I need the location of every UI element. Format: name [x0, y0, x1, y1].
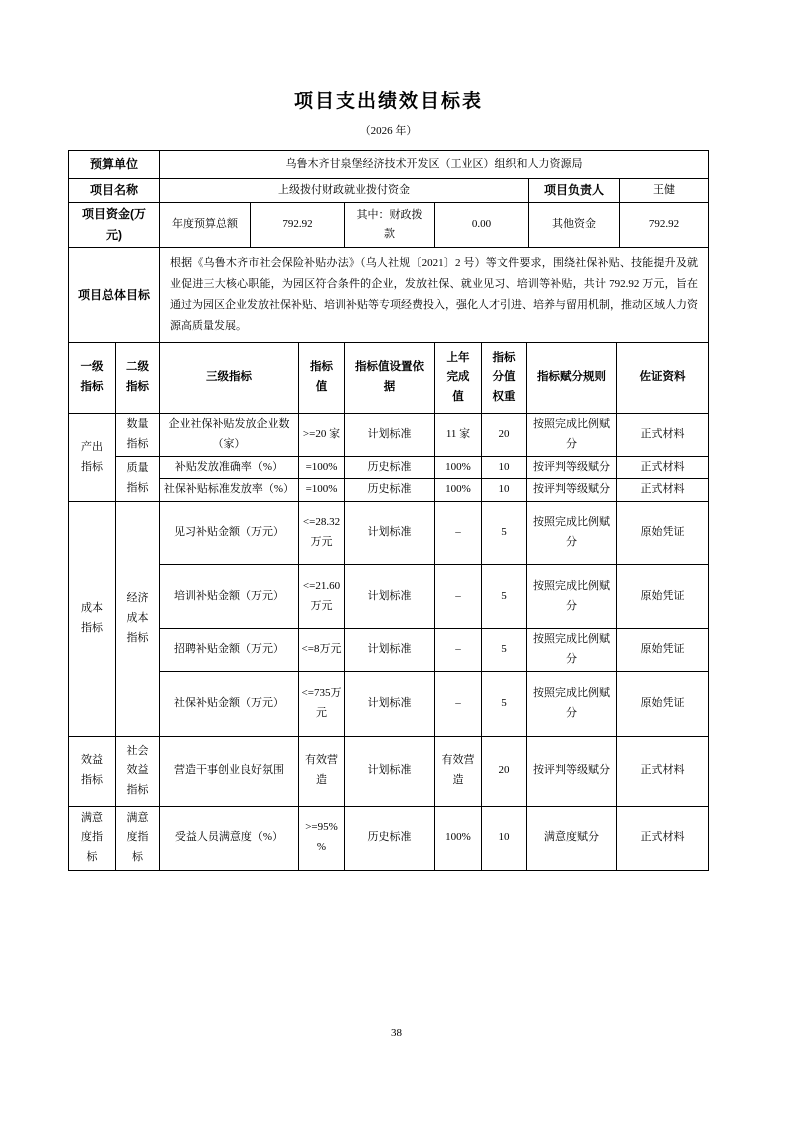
cell-scoring-rule: 按照完成比例赋分	[527, 414, 617, 457]
th-value-basis: 指标值设置依据	[345, 343, 435, 414]
cell-prev-value: –	[435, 502, 482, 565]
cell-level2: 社会效益指标	[116, 736, 160, 806]
cell-prev-value: 11 家	[435, 414, 482, 457]
cell-value-basis: 计划标准	[345, 736, 435, 806]
project-leader-label: 项目负责人	[529, 179, 620, 203]
other-funds-label: 其他资金	[529, 203, 620, 248]
th-prev-year-value: 上年完成值	[435, 343, 482, 414]
cell-indicator-value: <=21.60万元	[299, 565, 345, 629]
cell-level2: 满意度指标	[116, 806, 160, 870]
cell-indicator-name: 企业社保补贴发放企业数（家）	[160, 414, 299, 457]
cell-evidence: 原始凭证	[617, 629, 709, 672]
indicator-row	[69, 479, 709, 502]
cell-prev-value: 有效营造	[435, 736, 482, 806]
th-indicator-value: 指标值	[299, 343, 345, 414]
cell-value-basis: 计划标准	[345, 671, 435, 736]
cell-prev-value: –	[435, 671, 482, 736]
fiscal-allocation-value: 0.00	[435, 203, 529, 248]
cell-weight: 10	[482, 479, 527, 502]
page-title: 项目支出绩效目标表	[293, 91, 483, 112]
cell-weight: 20	[482, 414, 527, 457]
overall-goal-label: 项目总体目标	[69, 248, 160, 343]
cell-indicator-value: >=20 家	[299, 414, 345, 457]
project-leader-value: 王健	[620, 179, 709, 203]
cell-weight: 5	[482, 629, 527, 672]
fiscal-allocation-label: 其中：财政拨款	[345, 203, 435, 248]
indicator-row	[69, 629, 709, 672]
cell-level2: 数量指标	[116, 414, 160, 457]
cell-indicator-name: 营造干事创业良好氛围	[160, 736, 299, 806]
indicator-row	[69, 502, 709, 565]
cell-level1: 效益指标	[69, 736, 116, 806]
document-content	[68, 86, 709, 871]
th-scoring-rule: 指标赋分规则	[527, 343, 617, 414]
project-info-table	[68, 150, 709, 343]
annual-budget-label: 年度预算总额	[160, 203, 251, 248]
cell-evidence: 正式材料	[617, 736, 709, 806]
budget-unit-row	[69, 151, 709, 179]
cell-indicator-name: 见习补贴金额（万元）	[160, 502, 299, 565]
indicator-row	[69, 806, 709, 870]
cell-indicator-value: =100%	[299, 456, 345, 479]
cell-indicator-name: 招聘补贴金额（万元）	[160, 629, 299, 672]
indicator-row	[69, 565, 709, 629]
cell-indicator-name: 受益人员满意度（%）	[160, 806, 299, 870]
cell-level2: 经济成本指标	[116, 502, 160, 737]
indicator-header-row	[69, 343, 709, 414]
cell-value-basis: 历史标准	[345, 806, 435, 870]
cell-evidence: 正式材料	[617, 456, 709, 479]
project-funds-row	[69, 203, 709, 248]
cell-weight: 5	[482, 565, 527, 629]
cell-value-basis: 计划标准	[345, 502, 435, 565]
cell-evidence: 正式材料	[617, 414, 709, 457]
indicator-row	[69, 736, 709, 806]
cell-value-basis: 计划标准	[345, 565, 435, 629]
cell-indicator-value: >=95%%	[299, 806, 345, 870]
cell-scoring-rule: 按评判等级赋分	[527, 456, 617, 479]
cell-scoring-rule: 满意度赋分	[527, 806, 617, 870]
cell-weight: 10	[482, 456, 527, 479]
cell-scoring-rule: 按评判等级赋分	[527, 736, 617, 806]
project-name-row	[69, 179, 709, 203]
cell-evidence: 原始凭证	[617, 671, 709, 736]
budget-unit-value: 乌鲁木齐甘泉堡经济技术开发区（工业区）组织和人力资源局	[160, 151, 709, 179]
indicator-table	[68, 342, 709, 871]
budget-unit-label: 预算单位	[69, 151, 160, 179]
cell-scoring-rule: 按照完成比例赋分	[527, 502, 617, 565]
cell-indicator-name: 培训补贴金额（万元）	[160, 565, 299, 629]
cell-evidence: 正式材料	[617, 479, 709, 502]
cell-value-basis: 计划标准	[345, 629, 435, 672]
cell-evidence: 原始凭证	[617, 502, 709, 565]
cell-indicator-value: <=735万元	[299, 671, 345, 736]
cell-prev-value: –	[435, 629, 482, 672]
cell-indicator-name: 社保补贴金额（万元）	[160, 671, 299, 736]
th-level1-indicator: 一级指标	[69, 343, 116, 414]
cell-indicator-value: <=28.32万元	[299, 502, 345, 565]
indicator-row	[69, 456, 709, 479]
cell-value-basis: 历史标准	[345, 479, 435, 502]
project-name-label: 项目名称	[69, 179, 160, 203]
indicator-row	[69, 414, 709, 457]
cell-prev-value: 100%	[435, 806, 482, 870]
cell-level1: 产出指标	[69, 414, 116, 502]
cell-weight: 20	[482, 736, 527, 806]
cell-scoring-rule: 按照完成比例赋分	[527, 565, 617, 629]
cell-indicator-value: =100%	[299, 479, 345, 502]
project-name-value: 上级拨付财政就业拨付资金	[160, 179, 529, 203]
cell-indicator-value: <=8万元	[299, 629, 345, 672]
project-funds-label: 项目资金(万元)	[69, 203, 160, 248]
cell-indicator-name: 补贴发放准确率（%）	[160, 456, 299, 479]
cell-indicator-value: 有效营造	[299, 736, 345, 806]
cell-scoring-rule: 按照完成比例赋分	[527, 629, 617, 672]
cell-scoring-rule: 按评判等级赋分	[527, 479, 617, 502]
cell-level2: 质量指标	[116, 456, 160, 502]
th-score-weight: 指标分值权重	[482, 343, 527, 414]
cell-scoring-rule: 按照完成比例赋分	[527, 671, 617, 736]
cell-level1: 满意度指标	[69, 806, 116, 870]
th-level3-indicator: 三级指标	[160, 343, 299, 414]
cell-prev-value: 100%	[435, 456, 482, 479]
overall-goal-row	[69, 248, 709, 343]
overall-goal-value: 根据《乌鲁木齐市社会保险补贴办法》（乌人社规〔2021〕2 号）等文件要求，围绕社保补贴、技能提升及就业促进三大核心职能，为园区符合条件的企业，发放社保、就业见习、培训等补贴，共计 792.92 万元，旨在通过为园区企业发放社保补贴、培训补贴等专项经费投入，强化人才引进、培养与留用机制，推动区域人力资源高质量发展。	[160, 248, 709, 343]
cell-evidence: 正式材料	[617, 806, 709, 870]
cell-prev-value: 100%	[435, 479, 482, 502]
cell-value-basis: 历史标准	[345, 456, 435, 479]
annual-budget-value: 792.92	[251, 203, 345, 248]
indicator-row	[69, 671, 709, 736]
cell-evidence: 原始凭证	[617, 565, 709, 629]
other-funds-value: 792.92	[620, 203, 709, 248]
th-evidence: 佐证资料	[617, 343, 709, 414]
cell-indicator-name: 社保补贴标准发放率（%）	[160, 479, 299, 502]
cell-weight: 5	[482, 502, 527, 565]
cell-weight: 10	[482, 806, 527, 870]
page-number: 38	[391, 1027, 402, 1039]
cell-level1: 成本指标	[69, 502, 116, 737]
th-level2-indicator: 二级指标	[116, 343, 160, 414]
page-subtitle: （2026 年）	[359, 125, 418, 137]
cell-value-basis: 计划标准	[345, 414, 435, 457]
cell-weight: 5	[482, 671, 527, 736]
cell-prev-value: –	[435, 565, 482, 629]
